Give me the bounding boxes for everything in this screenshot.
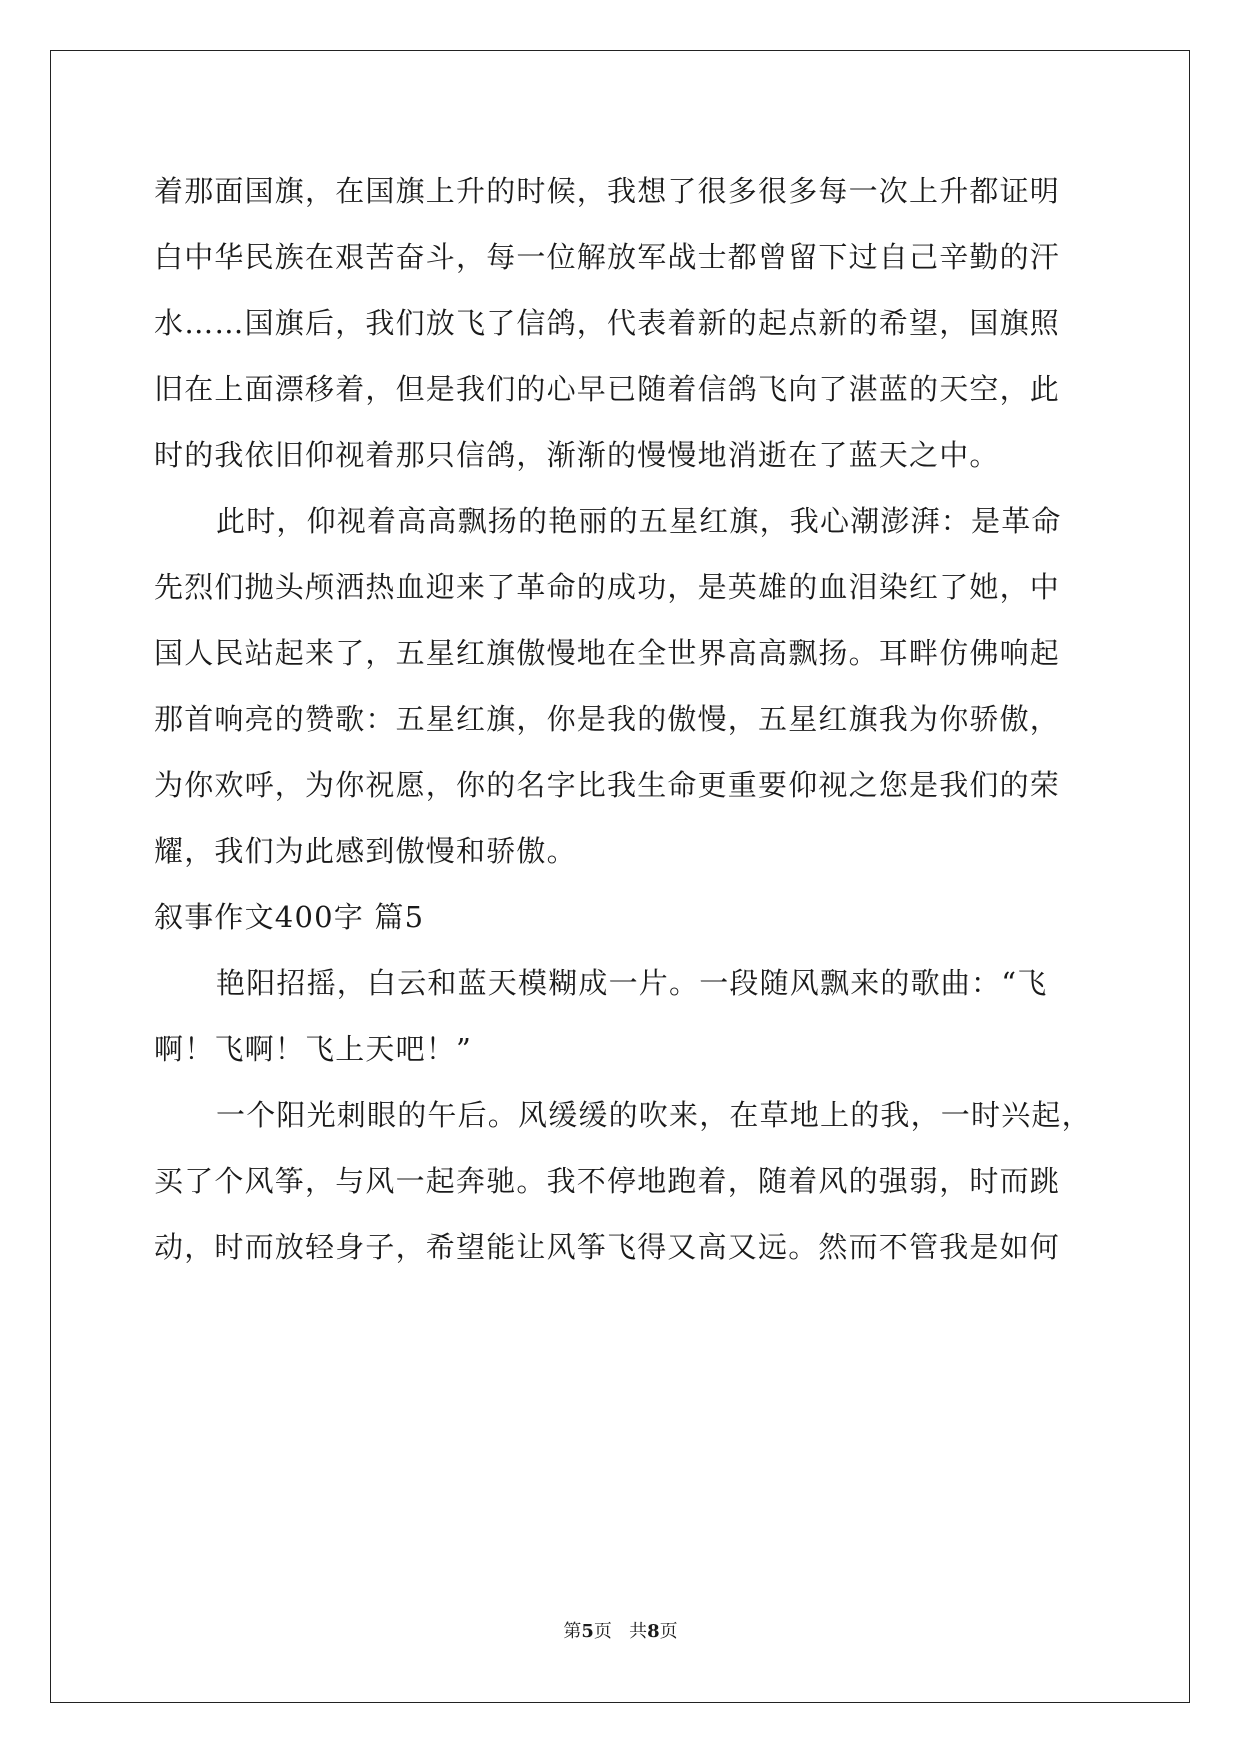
text-line: 买了个风筝，与风一起奔驰。我不停地跑着，随着风的强弱，时而跳 [154, 1164, 1061, 1198]
footer-prefix: 第 [563, 1621, 582, 1642]
text-line: 为你欢呼，为你祝愿，你的名字比我生命更重要仰视之您是我们的荣 [154, 768, 1061, 802]
total-page-count: 8 [647, 1621, 660, 1642]
text-line: 耀，我们为此感到傲慢和骄傲。 [154, 834, 577, 868]
paragraph-start-line: 一个阳光刺眼的午后。风缓缓的吹来，在草地上的我，一时兴起， [216, 1098, 1092, 1132]
section-heading: 叙事作文400字 篇5 [154, 900, 425, 934]
text-line: 那首响亮的赞歌：五星红旗，你是我的傲慢，五星红旗我为你骄傲， [154, 702, 1061, 736]
document-body [154, 158, 1094, 1280]
text-line: 时的我依旧仰视着那只信鸽，渐渐的慢慢地消逝在了蓝天之中。 [154, 438, 1000, 472]
text-line: 白中华民族在艰苦奋斗，每一位解放军战士都曾留下过自己辛勤的汗 [154, 240, 1061, 274]
text-line: 着那面国旗，在国旗上升的时候，我想了很多很多每一次上升都证明 [154, 174, 1061, 208]
text-line: 动，时而放轻身子，希望能让风筝飞得又高又远。然而不管我是如何 [154, 1230, 1061, 1264]
text-line: 水……国旗后，我们放飞了信鸽，代表着新的起点新的希望，国旗照 [154, 306, 1061, 340]
text-line: 旧在上面漂移着，但是我们的心早已随着信鸽飞向了湛蓝的天空，此 [154, 372, 1061, 406]
footer-suffix: 页 [659, 1621, 678, 1642]
page-footer [0, 1617, 1241, 1643]
footer-middle: 页 共 [593, 1621, 648, 1642]
text-line: 啊！飞啊！飞上天吧！” [154, 1032, 473, 1066]
paragraph-start-line: 此时，仰视着高高飘扬的艳丽的五星红旗，我心潮澎湃：是革命 [216, 504, 1062, 538]
text-line: 先烈们抛头颅洒热血迎来了革命的成功，是英雄的血泪染红了她，中 [154, 570, 1061, 604]
current-page-number: 5 [581, 1621, 594, 1642]
text-line: 国人民站起来了，五星红旗傲慢地在全世界高高飘扬。耳畔仿佛响起 [154, 636, 1061, 670]
paragraph-start-line: 艳阳招摇，白云和蓝天模糊成一片。一段随风飘来的歌曲：“飞 [216, 966, 1048, 1000]
